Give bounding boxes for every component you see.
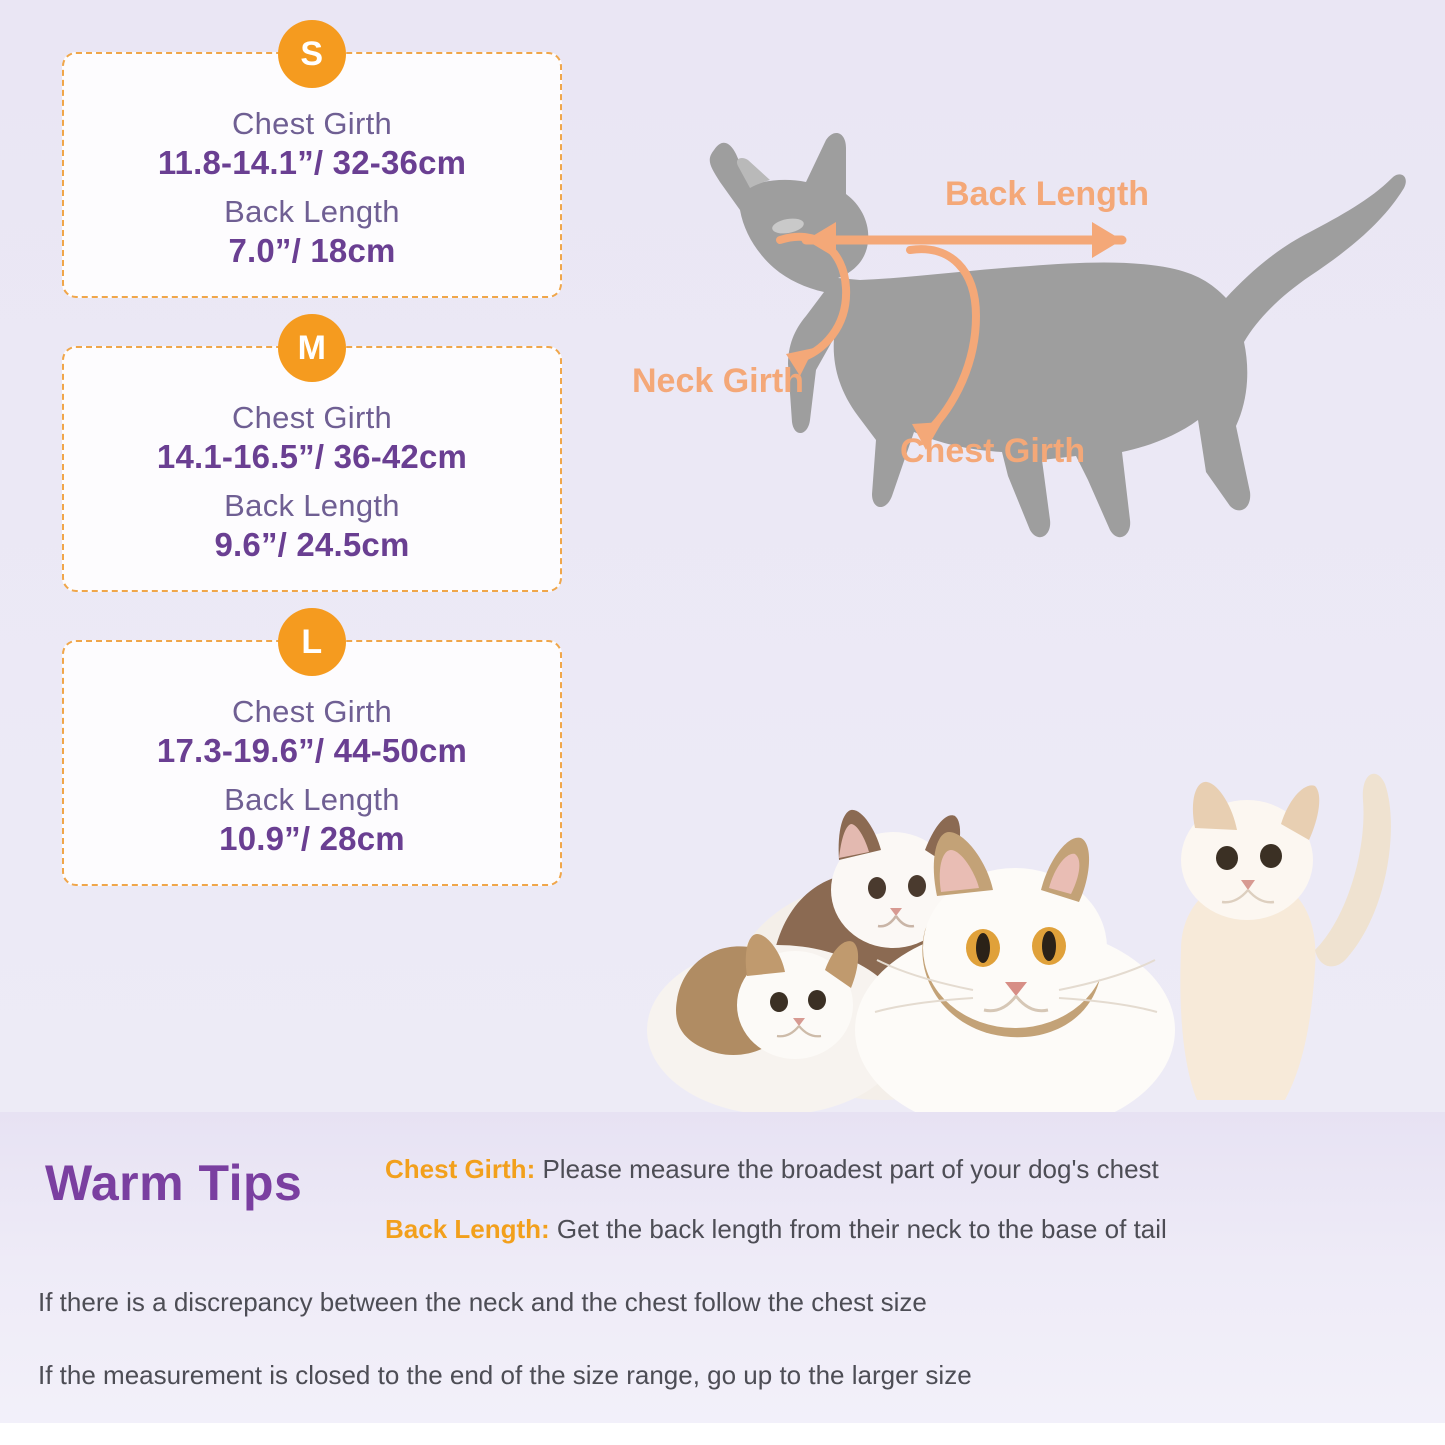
size-badge-l: L <box>278 608 346 676</box>
tip-note-discrepancy: If there is a discrepancy between the neck and the chest follow the chest size <box>38 1287 927 1317</box>
cats-photo <box>625 700 1415 1120</box>
size-card-list <box>62 35 562 934</box>
size-badge-s: S <box>278 20 346 88</box>
group-of-cats-illustration <box>625 700 1415 1120</box>
size-card-medium <box>62 329 562 592</box>
tip-back-length <box>385 1214 1167 1245</box>
chest-girth-label: Chest Girth <box>231 106 393 141</box>
chest-girth-value: 14.1-16.5”/ 36-42cm <box>156 438 468 475</box>
measurement-diagram <box>610 120 1420 620</box>
warm-tips-title: Warm Tips <box>45 1155 303 1211</box>
back-length-value: 7.0”/ 18cm <box>228 232 396 269</box>
back-length-value: 10.9”/ 28cm <box>219 820 405 857</box>
size-card-small <box>62 35 562 298</box>
back-length-label: Back Length <box>224 488 400 523</box>
tip-back-length-text: Get the back length from their neck to the base of tail <box>549 1214 1167 1244</box>
tip-note-range: If the measurement is closed to the end of the size range, go up to the larger size <box>38 1360 972 1390</box>
chest-girth-value: 17.3-19.6”/ 44-50cm <box>156 732 468 769</box>
tip-chest-girth <box>385 1154 1159 1185</box>
chest-girth-label: Chest Girth <box>231 694 393 729</box>
diagram-label-neck-girth: Neck Girth <box>632 362 804 400</box>
warm-tips-panel <box>0 1112 1445 1445</box>
tip-back-length-key: Back Length: <box>385 1214 550 1244</box>
chest-girth-value: 11.8-14.1”/ 32-36cm <box>157 144 467 181</box>
bottom-strip <box>0 1423 1445 1445</box>
back-length-value: 9.6”/ 24.5cm <box>214 526 410 563</box>
size-badge-m: M <box>278 314 346 382</box>
size-card-large <box>62 623 562 886</box>
back-length-label: Back Length <box>224 782 400 817</box>
diagram-label-back-length: Back Length <box>945 175 1150 213</box>
chest-girth-label: Chest Girth <box>231 400 393 435</box>
tip-chest-girth-text: Please measure the broadest part of your dog's chest <box>535 1154 1159 1184</box>
tip-chest-girth-key: Chest Girth: <box>385 1154 536 1184</box>
diagram-label-chest-girth: Chest Girth <box>900 432 1086 470</box>
back-length-label: Back Length <box>224 194 400 229</box>
